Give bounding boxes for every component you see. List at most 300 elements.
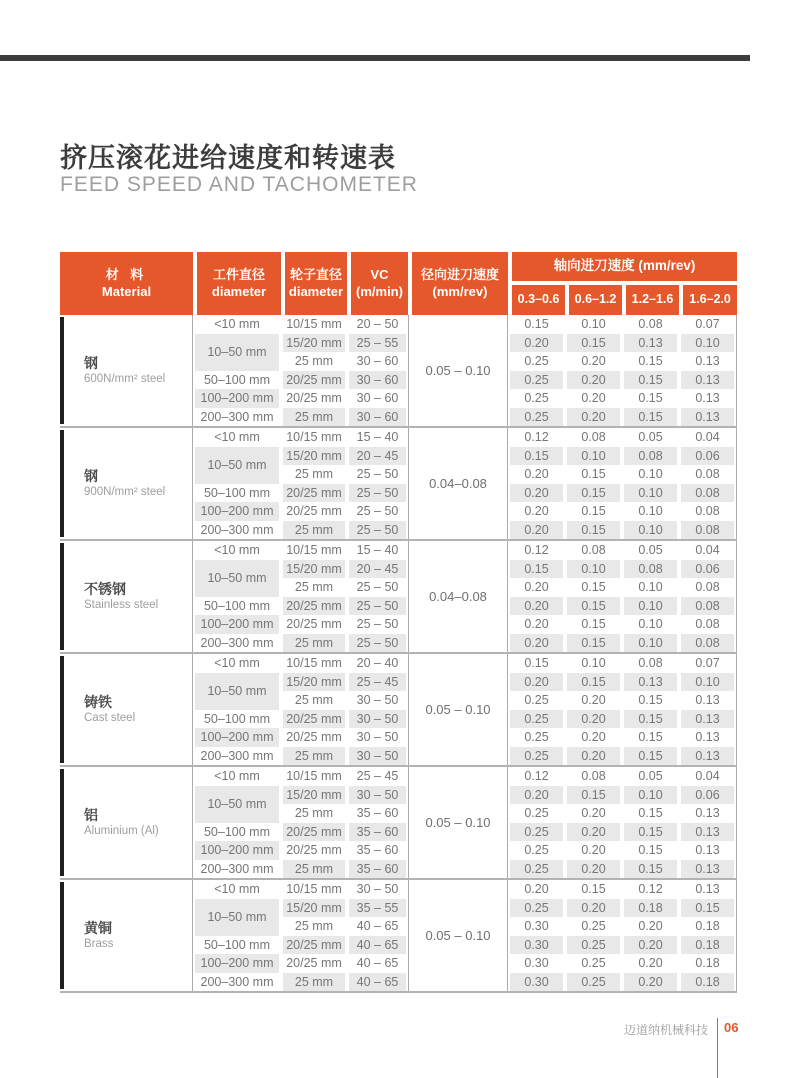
axial-feed-value-cell: 0.15 xyxy=(638,730,663,744)
workpiece-diameter-cell: <10 mm xyxy=(214,882,260,896)
axial-feed-value-cell: 0.12 xyxy=(524,430,549,444)
axial-feed-value-cell: 0.15 xyxy=(622,823,679,842)
axial-feed-value-cell: 0.15 xyxy=(581,580,606,594)
axial-feed-value-cell: 0.20 xyxy=(508,597,565,616)
axial-feed-value-cell: 0.13 xyxy=(679,823,737,842)
axial-feed-value-cell: 0.25 xyxy=(524,391,549,405)
header-axial-range-2: 0.6–1.2 xyxy=(565,285,622,315)
footer-company-name: 迈道纳机械科技 xyxy=(623,1023,708,1037)
axial-feed-value-cell: 0.12 xyxy=(638,882,663,896)
axial-feed-value-cell: 0.13 xyxy=(679,352,737,371)
axial-feed-value-cell: 0.25 xyxy=(508,860,565,879)
material-cell xyxy=(60,767,193,878)
wheel-diameter-cell: 10/15 mm xyxy=(286,317,342,331)
axial-feed-value-cell: 0.15 xyxy=(565,484,622,503)
vc-range-cell: 30 – 50 xyxy=(347,786,408,805)
group-left-bar xyxy=(60,430,64,537)
axial-feed-value-cell: 0.08 xyxy=(679,578,737,597)
axial-feed-value-cell: 0.12 xyxy=(524,543,549,557)
axial-feed-value-cell: 0.20 xyxy=(565,710,622,729)
axial-feed-value-cell: 0.08 xyxy=(679,502,737,521)
axial-feed-value-cell: 0.25 xyxy=(565,936,622,955)
material-group-aluminium xyxy=(60,765,737,878)
axial-feed-value-cell: 0.15 xyxy=(679,899,737,918)
wheel-diameter-cell: 25 mm xyxy=(294,693,334,707)
vc-range-cell: 25 – 45 xyxy=(356,769,399,783)
workpiece-diameter-cell: 100–200 mm xyxy=(193,502,281,521)
axial-feed-value-cell: 0.20 xyxy=(581,730,606,744)
axial-feed-value-cell: 0.15 xyxy=(508,447,565,466)
axial-feed-value-cell: 0.10 xyxy=(622,521,679,540)
axial-feed-value-cell: 0.25 xyxy=(524,354,549,368)
workpiece-diameter-cell: 200–300 mm xyxy=(200,635,274,650)
workpiece-diameter-cell: 50–100 mm xyxy=(203,372,270,387)
axial-feed-value-cell: 0.20 xyxy=(565,860,622,879)
radial-feed-cell: 0.05 – 0.10 xyxy=(408,880,508,991)
group-left-bar xyxy=(60,882,64,989)
vc-range-cell: 25 – 50 xyxy=(347,634,408,653)
axial-feed-value-cell: 0.20 xyxy=(565,408,622,427)
wheel-diameter-cell: 25 mm xyxy=(281,521,347,540)
axial-feed-value-cell: 0.13 xyxy=(622,673,679,692)
axial-feed-value-cell: 0.30 xyxy=(524,956,549,970)
wheel-diameter-cell: 15/20 mm xyxy=(281,447,347,466)
vc-range-cell: 25 – 50 xyxy=(356,504,399,518)
vc-range-cell: 30 – 50 xyxy=(356,882,399,896)
vc-range-cell: 35 – 60 xyxy=(347,823,408,842)
axial-feed-value-cell: 0.30 xyxy=(524,919,549,933)
group-left-bar xyxy=(60,317,64,424)
wheel-diameter-cell: 25 mm xyxy=(281,973,347,992)
material-group-steel-900 xyxy=(60,426,737,539)
axial-feed-value-cell: 0.07 xyxy=(679,654,737,673)
axial-feed-value-cell: 0.10 xyxy=(679,673,737,692)
axial-feed-value-cell: 0.20 xyxy=(622,973,679,992)
axial-feed-value-cell: 0.08 xyxy=(679,465,737,484)
axial-feed-value-cell: 0.20 xyxy=(508,786,565,805)
group-left-bar xyxy=(60,543,64,650)
material-name-en: Aluminium (Al) xyxy=(84,824,159,837)
axial-feed-value-cell: 0.10 xyxy=(565,447,622,466)
axial-feed-value-cell: 0.13 xyxy=(679,860,737,879)
axial-feed-value-cell: 0.08 xyxy=(581,430,606,444)
workpiece-diameter-cell: 100–200 mm xyxy=(193,389,281,408)
axial-feed-value-cell: 0.08 xyxy=(581,769,606,783)
axial-feed-value-cell: 0.25 xyxy=(524,843,549,857)
workpiece-diameter-cell: 200–300 mm xyxy=(200,522,274,537)
axial-feed-value-cell: 0.10 xyxy=(565,560,622,579)
header-axial-range-1: 0.3–0.6 xyxy=(508,285,565,315)
vc-range-cell: 15 – 40 xyxy=(356,430,399,444)
axial-feed-value-cell: 0.13 xyxy=(679,841,737,860)
header-vc-zh: VC xyxy=(370,267,389,283)
axial-feed-value-cell: 0.20 xyxy=(638,956,663,970)
header-vc-en: (m/min) xyxy=(356,283,403,299)
vc-range-cell: 30 – 60 xyxy=(347,371,408,390)
axial-feed-value-cell: 0.20 xyxy=(524,580,549,594)
wheel-diameter-cell: 25 mm xyxy=(294,806,334,820)
axial-feed-value-cell: 0.20 xyxy=(581,391,606,405)
material-cell xyxy=(60,541,193,652)
vc-range-cell: 25 – 50 xyxy=(356,467,399,481)
axial-feed-value-cell: 0.13 xyxy=(679,691,737,710)
workpiece-diameter-cell: 50–100 mm xyxy=(203,485,270,500)
workpiece-diameter-cell: 10–50 mm xyxy=(193,786,281,823)
wheel-diameter-cell: 20/25 mm xyxy=(281,936,347,955)
vc-range-cell: 20 – 40 xyxy=(356,656,399,670)
axial-feed-value-cell: 0.15 xyxy=(581,504,606,518)
axial-feed-value-cell: 0.18 xyxy=(679,954,737,973)
axial-feed-value-cell: 0.04 xyxy=(679,541,737,560)
workpiece-diameter-cell: 100–200 mm xyxy=(193,728,281,747)
vc-range-cell: 30 – 50 xyxy=(347,747,408,766)
wheel-diameter-cell: 25 mm xyxy=(281,747,347,766)
axial-feed-value-cell: 0.20 xyxy=(581,806,606,820)
axial-feed-value-cell: 0.15 xyxy=(622,747,679,766)
wheel-diameter-cell: 25 mm xyxy=(294,919,334,933)
axial-feed-value-cell: 0.13 xyxy=(622,334,679,353)
vc-range-cell: 25 – 55 xyxy=(347,334,408,353)
material-group-cast-steel xyxy=(60,652,737,765)
group-left-bar xyxy=(60,656,64,763)
radial-feed-cell: 0.05 – 0.10 xyxy=(408,767,508,878)
workpiece-diameter-cell: 200–300 mm xyxy=(200,861,274,876)
axial-feed-value-cell: 0.07 xyxy=(679,315,737,334)
wheel-diameter-cell: 20/25 mm xyxy=(286,730,342,744)
vc-range-cell: 25 – 50 xyxy=(347,521,408,540)
material-cell xyxy=(60,880,193,991)
material-group-steel-600 xyxy=(60,315,737,426)
axial-feed-value-cell: 0.10 xyxy=(638,504,663,518)
axial-feed-value-cell: 0.25 xyxy=(581,919,606,933)
workpiece-diameter-cell: 50–100 mm xyxy=(203,598,270,613)
axial-feed-value-cell: 0.08 xyxy=(622,560,679,579)
material-name-en: Cast steel xyxy=(84,711,136,724)
wheel-diameter-cell: 25 mm xyxy=(281,860,347,879)
axial-feed-value-cell: 0.15 xyxy=(638,354,663,368)
vc-range-cell: 35 – 60 xyxy=(356,843,399,857)
wheel-diameter-cell: 20/25 mm xyxy=(281,823,347,842)
header-radial-en: (mm/rev) xyxy=(432,283,488,299)
wheel-diameter-cell: 20/25 mm xyxy=(286,504,342,518)
workpiece-diameter-cell: 10–50 mm xyxy=(193,334,281,371)
axial-feed-value-cell: 0.20 xyxy=(524,467,549,481)
axial-feed-value-cell: 0.25 xyxy=(508,371,565,390)
radial-feed-cell: 0.05 – 0.10 xyxy=(408,654,508,765)
workpiece-diameter-cell: <10 mm xyxy=(214,656,260,670)
feed-speed-table xyxy=(60,252,737,993)
axial-feed-value-cell: 0.20 xyxy=(508,334,565,353)
vc-range-cell: 35 – 60 xyxy=(347,860,408,879)
axial-feed-value-cell: 0.15 xyxy=(638,843,663,857)
workpiece-diameter-cell: <10 mm xyxy=(214,317,260,331)
radial-feed-cell: 0.05 – 0.10 xyxy=(408,315,508,426)
axial-feed-value-cell: 0.15 xyxy=(565,786,622,805)
axial-feed-value-cell: 0.15 xyxy=(622,860,679,879)
wheel-diameter-cell: 25 mm xyxy=(294,580,334,594)
axial-feed-value-cell: 0.10 xyxy=(622,484,679,503)
workpiece-diameter-cell: 10–50 mm xyxy=(193,899,281,936)
header-axial-feed-group: 轴向进刀速度 (mm/rev) xyxy=(508,252,737,285)
wheel-diameter-cell: 25 mm xyxy=(294,467,334,481)
header-radial-zh: 径向进刀速度 xyxy=(420,267,499,283)
axial-feed-value-cell: 0.15 xyxy=(508,560,565,579)
axial-feed-value-cell: 0.10 xyxy=(622,786,679,805)
axial-feed-value-cell: 0.10 xyxy=(622,597,679,616)
vc-range-cell: 15 – 40 xyxy=(356,543,399,557)
axial-feed-value-cell: 0.15 xyxy=(622,371,679,390)
workpiece-diameter-cell: 200–300 mm xyxy=(200,974,274,989)
wheel-diameter-cell: 15/20 mm xyxy=(281,673,347,692)
axial-feed-value-cell: 0.20 xyxy=(565,371,622,390)
axial-feed-value-cell: 0.25 xyxy=(565,973,622,992)
axial-feed-value-cell: 0.15 xyxy=(581,882,606,896)
vc-range-cell: 25 – 50 xyxy=(356,617,399,631)
material-cell xyxy=(60,315,193,426)
page-subtitle: FEED SPEED AND TACHOMETER xyxy=(60,173,418,196)
material-name-zh: 黄铜 xyxy=(84,919,112,936)
axial-feed-value-cell: 0.15 xyxy=(581,617,606,631)
vc-range-cell: 30 – 60 xyxy=(356,354,399,368)
workpiece-diameter-cell: 200–300 mm xyxy=(200,748,274,763)
group-left-bar xyxy=(60,769,64,876)
vc-range-cell: 35 – 60 xyxy=(356,806,399,820)
axial-feed-value-cell: 0.25 xyxy=(524,730,549,744)
material-name-en: Stainless steel xyxy=(84,598,159,611)
header-material-en: Material xyxy=(101,283,152,299)
workpiece-diameter-cell: 100–200 mm xyxy=(193,841,281,860)
radial-feed-cell: 0.04–0.08 xyxy=(408,541,508,652)
workpiece-diameter-cell: 10–50 mm xyxy=(193,560,281,597)
axial-feed-value-cell: 0.08 xyxy=(638,317,663,331)
wheel-diameter-cell: 10/15 mm xyxy=(286,656,342,670)
vc-range-cell: 20 – 45 xyxy=(347,447,408,466)
workpiece-diameter-cell: 50–100 mm xyxy=(203,824,270,839)
workpiece-diameter-cell: 50–100 mm xyxy=(203,711,270,726)
material-name-zh: 钢 xyxy=(84,467,98,484)
wheel-diameter-cell: 15/20 mm xyxy=(281,899,347,918)
header-wheel-en: diameter xyxy=(288,283,344,299)
header-radial-feed xyxy=(408,252,508,315)
axial-feed-value-cell: 0.15 xyxy=(638,391,663,405)
axial-feed-value-cell: 0.15 xyxy=(622,710,679,729)
axial-feed-value-cell: 0.18 xyxy=(679,936,737,955)
axial-feed-value-cell: 0.10 xyxy=(581,656,606,670)
header-wheel-zh: 轮子直径 xyxy=(289,267,342,283)
page-top-rule xyxy=(0,55,750,61)
axial-feed-value-cell: 0.20 xyxy=(565,747,622,766)
radial-feed-cell: 0.04–0.08 xyxy=(408,428,508,539)
axial-feed-value-cell: 0.15 xyxy=(524,656,549,670)
vc-range-cell: 30 – 50 xyxy=(356,730,399,744)
axial-feed-value-cell: 0.13 xyxy=(679,371,737,390)
axial-feed-value-cell: 0.30 xyxy=(508,973,565,992)
axial-feed-value-cell: 0.08 xyxy=(679,597,737,616)
axial-feed-value-cell: 0.13 xyxy=(679,408,737,427)
header-material-zh: 材 料 xyxy=(105,267,148,283)
axial-feed-value-cell: 0.15 xyxy=(565,521,622,540)
workpiece-diameter-cell: <10 mm xyxy=(214,769,260,783)
axial-feed-value-cell: 0.20 xyxy=(508,634,565,653)
axial-feed-value-cell: 0.20 xyxy=(508,484,565,503)
workpiece-diameter-cell: 50–100 mm xyxy=(203,937,270,952)
axial-feed-value-cell: 0.20 xyxy=(508,673,565,692)
material-name-zh: 铝 xyxy=(84,806,98,823)
material-name-en: 900N/mm² steel xyxy=(84,485,166,498)
axial-feed-value-cell: 0.20 xyxy=(565,899,622,918)
axial-feed-value-cell: 0.15 xyxy=(524,317,549,331)
wheel-diameter-cell: 10/15 mm xyxy=(286,543,342,557)
material-cell xyxy=(60,428,193,539)
vc-range-cell: 30 – 50 xyxy=(356,693,399,707)
axial-feed-value-cell: 0.25 xyxy=(524,806,549,820)
axial-feed-value-cell: 0.25 xyxy=(508,710,565,729)
footer-divider-line xyxy=(717,1018,718,1078)
material-name-zh: 铸铁 xyxy=(84,693,112,710)
axial-feed-value-cell: 0.10 xyxy=(622,634,679,653)
axial-feed-value-cell: 0.04 xyxy=(679,428,737,447)
material-group-stainless-steel xyxy=(60,539,737,652)
workpiece-diameter-cell: 200–300 mm xyxy=(200,409,274,424)
wheel-diameter-cell: 25 mm xyxy=(281,408,347,427)
axial-feed-value-cell: 0.15 xyxy=(638,806,663,820)
material-name-en: 600N/mm² steel xyxy=(84,372,166,385)
vc-range-cell: 35 – 55 xyxy=(347,899,408,918)
axial-feed-value-cell: 0.08 xyxy=(679,484,737,503)
workpiece-diameter-cell: 10–50 mm xyxy=(193,673,281,710)
wheel-diameter-cell: 20/25 mm xyxy=(286,617,342,631)
material-name-en: Brass xyxy=(84,937,114,950)
vc-range-cell: 40 – 65 xyxy=(356,919,399,933)
vc-range-cell: 30 – 60 xyxy=(347,408,408,427)
vc-range-cell: 40 – 65 xyxy=(356,956,399,970)
axial-feed-value-cell: 0.20 xyxy=(581,843,606,857)
header-vc xyxy=(347,252,408,315)
axial-feed-value-cell: 0.30 xyxy=(508,936,565,955)
header-workpiece-zh: 工件直径 xyxy=(212,267,265,283)
header-material xyxy=(60,252,193,315)
axial-feed-value-cell: 0.25 xyxy=(508,747,565,766)
axial-feed-value-cell: 0.20 xyxy=(565,823,622,842)
footer-page-number: 06 xyxy=(724,1020,739,1035)
header-wheel-diameter xyxy=(281,252,347,315)
header-workpiece-diameter xyxy=(193,252,281,315)
vc-range-cell: 20 – 45 xyxy=(347,560,408,579)
vc-range-cell: 20 – 50 xyxy=(356,317,399,331)
vc-range-cell: 40 – 65 xyxy=(347,936,408,955)
axial-feed-value-cell: 0.18 xyxy=(622,899,679,918)
axial-feed-value-cell: 0.05 xyxy=(638,769,663,783)
wheel-diameter-cell: 25 mm xyxy=(281,634,347,653)
axial-feed-value-cell: 0.12 xyxy=(524,769,549,783)
material-cell xyxy=(60,654,193,765)
axial-feed-value-cell: 0.10 xyxy=(581,317,606,331)
axial-feed-value-cell: 0.20 xyxy=(622,936,679,955)
wheel-diameter-cell: 15/20 mm xyxy=(281,560,347,579)
page-title: 挤压滚花进给速度和转速表 xyxy=(60,143,396,173)
axial-feed-value-cell: 0.10 xyxy=(679,334,737,353)
axial-feed-value-cell: 0.08 xyxy=(679,615,737,634)
axial-feed-value-cell: 0.13 xyxy=(679,804,737,823)
material-group-brass xyxy=(60,878,737,991)
wheel-diameter-cell: 10/15 mm xyxy=(286,430,342,444)
axial-feed-value-cell: 0.08 xyxy=(679,634,737,653)
axial-feed-value-cell: 0.15 xyxy=(565,597,622,616)
axial-feed-value-cell: 0.05 xyxy=(638,430,663,444)
wheel-diameter-cell: 20/25 mm xyxy=(281,710,347,729)
wheel-diameter-cell: 10/15 mm xyxy=(286,882,342,896)
axial-feed-value-cell: 0.06 xyxy=(679,447,737,466)
axial-feed-value-cell: 0.20 xyxy=(581,354,606,368)
axial-feed-value-cell: 0.20 xyxy=(638,919,663,933)
vc-range-cell: 25 – 50 xyxy=(356,580,399,594)
vc-range-cell: 40 – 65 xyxy=(347,973,408,992)
axial-feed-value-cell: 0.20 xyxy=(524,617,549,631)
axial-feed-value-cell: 0.25 xyxy=(581,956,606,970)
axial-feed-value-cell: 0.25 xyxy=(524,693,549,707)
axial-feed-value-cell: 0.13 xyxy=(679,880,737,899)
axial-feed-value-cell: 0.08 xyxy=(638,656,663,670)
axial-feed-value-cell: 0.08 xyxy=(622,447,679,466)
axial-feed-value-cell: 0.13 xyxy=(679,728,737,747)
vc-range-cell: 30 – 60 xyxy=(356,391,399,405)
axial-feed-value-cell: 0.08 xyxy=(679,521,737,540)
wheel-diameter-cell: 20/25 mm xyxy=(281,597,347,616)
axial-feed-value-cell: 0.20 xyxy=(524,882,549,896)
workpiece-diameter-cell: 10–50 mm xyxy=(193,447,281,484)
wheel-diameter-cell: 20/25 mm xyxy=(286,391,342,405)
header-workpiece-en: diameter xyxy=(211,283,267,299)
axial-feed-value-cell: 0.20 xyxy=(524,504,549,518)
axial-feed-value-cell: 0.13 xyxy=(679,747,737,766)
vc-range-cell: 25 – 45 xyxy=(347,673,408,692)
vc-range-cell: 25 – 50 xyxy=(347,484,408,503)
axial-feed-value-cell: 0.15 xyxy=(581,467,606,481)
wheel-diameter-cell: 15/20 mm xyxy=(281,786,347,805)
wheel-diameter-cell: 20/25 mm xyxy=(286,956,342,970)
axial-feed-value-cell: 0.06 xyxy=(679,560,737,579)
axial-feed-value-cell: 0.20 xyxy=(508,521,565,540)
axial-feed-value-cell: 0.25 xyxy=(508,899,565,918)
wheel-diameter-cell: 20/25 mm xyxy=(281,484,347,503)
workpiece-diameter-cell: 100–200 mm xyxy=(193,615,281,634)
workpiece-diameter-cell: <10 mm xyxy=(214,543,260,557)
axial-feed-value-cell: 0.15 xyxy=(565,634,622,653)
table-header xyxy=(60,252,737,315)
material-name-zh: 钢 xyxy=(84,354,98,371)
axial-feed-value-cell: 0.05 xyxy=(638,543,663,557)
axial-feed-value-cell: 0.20 xyxy=(581,693,606,707)
axial-feed-value-cell: 0.06 xyxy=(679,786,737,805)
axial-feed-value-cell: 0.08 xyxy=(581,543,606,557)
axial-feed-value-cell: 0.18 xyxy=(679,917,737,936)
workpiece-diameter-cell: 100–200 mm xyxy=(193,954,281,973)
material-name-zh: 不锈钢 xyxy=(84,580,126,597)
axial-feed-value-cell: 0.15 xyxy=(622,408,679,427)
axial-feed-value-cell: 0.25 xyxy=(508,408,565,427)
axial-feed-value-cell: 0.10 xyxy=(638,467,663,481)
axial-feed-value-cell: 0.13 xyxy=(679,710,737,729)
vc-range-cell: 30 – 50 xyxy=(347,710,408,729)
axial-feed-value-cell: 0.13 xyxy=(679,389,737,408)
wheel-diameter-cell: 10/15 mm xyxy=(286,769,342,783)
wheel-diameter-cell: 20/25 mm xyxy=(281,371,347,390)
axial-feed-value-cell: 0.10 xyxy=(638,580,663,594)
axial-feed-value-cell: 0.25 xyxy=(508,823,565,842)
header-axial-range-3: 1.2–1.6 xyxy=(622,285,679,315)
vc-range-cell: 25 – 50 xyxy=(347,597,408,616)
axial-feed-value-cell: 0.18 xyxy=(679,973,737,992)
